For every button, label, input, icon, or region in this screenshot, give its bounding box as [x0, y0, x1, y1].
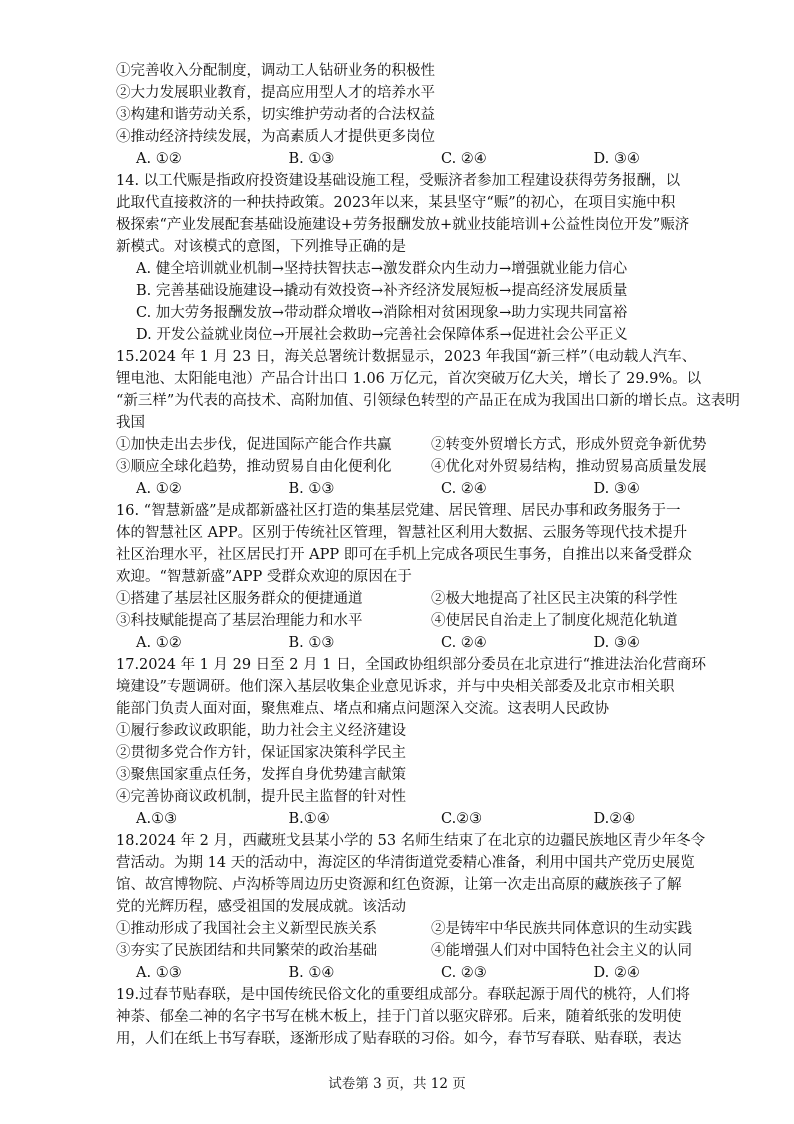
q13-option-3: ③构建和谐劳动关系，切实维护劳动者的合法权益 — [116, 107, 435, 123]
q14-stem-line: 极探索“产业发展配套基础设施建设+劳务报酬发放+就业技能培训+公益性岗位开发”赈济 — [116, 217, 690, 233]
q15-choice-c[interactable]: C. ②④ — [441, 481, 487, 497]
q15-stem-line: “新三样”为代表的高技术、高附加值、引领绿色转型的产品正在成为我国出口新的增长点。这表明我国 — [116, 393, 740, 431]
q15-choice-d[interactable]: D. ③④ — [593, 481, 640, 497]
q15-options-row — [116, 456, 746, 478]
q16-stem-line: 体的智慧社区 APP。区别于传统社区管理，智慧社区利用大数据、云服务等现代技术提升 — [116, 525, 688, 541]
q15-stem-line: 锂电池、太阳能电池）产品合计出口 1.06 万亿元，首次突破万亿大关，增长了 29.9%。以 — [116, 371, 702, 387]
q15-option-3: ③顺应全球化趋势，推动贸易自由化便利化 — [116, 459, 392, 475]
q14-choice-a[interactable]: A. 健全培训就业机制→坚持扶智扶志→激发群众内生动力→增强就业能力信心 — [136, 261, 628, 277]
q16-choice-c[interactable]: C. ②④ — [441, 635, 487, 651]
question-19 — [116, 984, 746, 1050]
q15-choice-b[interactable]: B. ①③ — [288, 481, 335, 497]
q16-option-1: ①搭建了基层社区服务群众的便捷通道 — [116, 591, 363, 607]
q18-options-row — [116, 940, 746, 962]
q19-stem-line: 19.过春节贴春联，是中国传统民俗文化的重要组成部分。春联起源于周代的桃符，人们将 — [116, 987, 691, 1003]
exam-page — [116, 60, 746, 1050]
q13-choice-a[interactable]: A. ①② — [136, 151, 182, 167]
q16-option-3: ③科技赋能提高了基层治理能力和水平 — [116, 613, 363, 629]
q18-choices — [116, 962, 746, 984]
question-13-tail — [116, 60, 746, 170]
q17-choice-c[interactable]: C.②③ — [441, 811, 483, 827]
question-18 — [116, 830, 746, 984]
q14-stem-line: 此取代直接救济的一种扶持政策。2023年以来，某县坚守“赈”的初心，在项目实施中积 — [116, 195, 676, 211]
q18-option-4: ④能增强人们对中国特色社会主义的认同 — [431, 943, 692, 959]
q18-choice-c[interactable]: C. ②③ — [441, 965, 487, 981]
q15-option-1: ①加快走出去步伐，促进国际产能合作共赢 — [116, 437, 392, 453]
q15-choices — [116, 478, 746, 500]
q16-options-row — [116, 610, 746, 632]
q17-option-1: ①履行参政议政职能，助力社会主义经济建设 — [116, 723, 406, 739]
q17-stem-line: 境建设”专题调研。他们深入基层收集企业意见诉求，并与中央相关部委及北京市相关职 — [116, 679, 675, 695]
q18-choice-a[interactable]: A. ①③ — [136, 965, 182, 981]
q13-choice-d[interactable]: D. ③④ — [593, 151, 640, 167]
q16-choice-d[interactable]: D. ③④ — [593, 635, 640, 651]
q15-options-row — [116, 434, 746, 456]
q18-choice-b[interactable]: B. ①④ — [288, 965, 335, 981]
q14-choice-b[interactable]: B. 完善基础设施建设→撬动有效投资→补齐经济发展短板→提高经济发展质量 — [136, 283, 628, 299]
q19-stem-line: 用，人们在纸上书写春联，逐渐形成了贴春联的习俗。如今，春节写春联、贴春联，表达 — [116, 1031, 682, 1047]
q14-choice-d[interactable]: D. 开发公益就业岗位→开展社会救助→完善社会保障体系→促进社会公平正义 — [136, 327, 628, 343]
q18-stem-line: 18.2024 年 2 月，西藏班戈县某小学的 53 名师生结束了在北京的边疆民族地区青少年冬令 — [116, 833, 706, 849]
q15-option-2: ②转变外贸增长方式，形成外贸竞争新优势 — [431, 437, 707, 453]
q17-choice-d[interactable]: D.②④ — [593, 811, 636, 827]
q16-choice-a[interactable]: A. ①② — [136, 635, 182, 651]
q17-choice-a[interactable]: A.①③ — [136, 811, 178, 827]
q14-choice-c[interactable]: C. 加大劳务报酬发放→带动群众增收→消除相对贫困现象→助力实现共同富裕 — [136, 305, 628, 321]
q13-option-4: ④推动经济持续发展，为高素质人才提供更多岗位 — [116, 129, 435, 145]
q17-stem-line: 17.2024 年 1 月 29 日至 2 月 1 日，全国政协组织部分委员在北京进行“推进法治化营商环 — [116, 657, 706, 673]
q15-option-4: ④优化对外贸易结构，推动贸易高质量发展 — [431, 459, 707, 475]
q18-options-row — [116, 918, 746, 940]
q18-stem-line: 党的光辉历程，感受祖国的发展成就。该活动 — [116, 899, 406, 915]
q17-option-3: ③聚焦国家重点任务，发挥自身优势建言献策 — [116, 767, 406, 783]
q13-choice-b[interactable]: B. ①③ — [288, 151, 335, 167]
q16-stem-line: 欢迎。“智慧新盛”APP 受群众欢迎的原因在于 — [116, 569, 412, 585]
q15-choice-a[interactable]: A. ①② — [136, 481, 182, 497]
q13-option-1: ①完善收入分配制度，调动工人钻研业务的积极性 — [116, 63, 435, 79]
q17-choices — [116, 808, 746, 830]
q14-stem-line: 新模式。对该模式的意图，下列推导正确的是 — [116, 239, 406, 255]
q13-option-2: ②大力发展职业教育，提高应用型人才的培养水平 — [116, 85, 435, 101]
q18-option-1: ①推动形成了我国社会主义新型民族关系 — [116, 921, 377, 937]
question-15 — [116, 346, 746, 500]
q15-stem-line: 15.2024 年 1 月 23 日，海关总署统计数据显示，2023 年我国“新三样”（电动载人汽车、 — [116, 349, 697, 365]
q18-stem-line: 营活动。为期 14 天的活动中，海淀区的华清街道党委精心准备，利用中国共产党历史展览 — [116, 855, 695, 871]
q14-stem-line: 14. 以工代赈是指政府投资建设基础设施工程，受赈济者参加工程建设获得劳务报酬，以 — [116, 173, 681, 189]
question-16 — [116, 500, 746, 654]
q17-choice-b[interactable]: B.①④ — [288, 811, 330, 827]
question-17 — [116, 654, 746, 830]
q17-stem-line: 能部门负责人面对面，聚焦难点、堵点和痛点问题深入交流。这表明人民政协 — [116, 701, 609, 717]
q13-choices — [116, 148, 746, 170]
q19-stem-line: 神荼、郁垒二神的名字书写在桃木板上，挂于门首以驱灾辟邪。后来，随着纸张的发明使 — [116, 1009, 682, 1025]
q16-stem-line: 社区治理水平，社区居民打开 APP 即可在手机上完成各项民生事务，自推出以来备受群众 — [116, 547, 692, 563]
q16-stem-line: 16. “智慧新盛”是成都新盛社区打造的集基层党建、居民管理、居民办事和政务服务于一 — [116, 503, 681, 519]
q16-choices — [116, 632, 746, 654]
q18-option-2: ②是铸牢中华民族共同体意识的生动实践 — [431, 921, 692, 937]
q13-choice-c[interactable]: C. ②④ — [441, 151, 487, 167]
q16-options-row — [116, 588, 746, 610]
q18-choice-d[interactable]: D. ②④ — [593, 965, 640, 981]
question-14 — [116, 170, 746, 346]
q16-option-4: ④使居民自治走上了制度化规范化轨道 — [431, 613, 678, 629]
q18-option-3: ③夯实了民族团结和共同繁荣的政治基础 — [116, 943, 377, 959]
q18-stem-line: 馆、故宫博物院、卢沟桥等周边历史资源和红色资源，让第一次走出高原的藏族孩子了解 — [116, 877, 682, 893]
q16-option-2: ②极大地提高了社区民主决策的科学性 — [431, 591, 678, 607]
q16-choice-b[interactable]: B. ①③ — [288, 635, 335, 651]
q17-option-2: ②贯彻多党合作方针，保证国家决策科学民主 — [116, 745, 406, 761]
q17-option-4: ④完善协商议政机制，提升民主监督的针对性 — [116, 789, 406, 805]
page-footer: 试卷第 3 页，共 12 页 — [328, 1076, 466, 1092]
